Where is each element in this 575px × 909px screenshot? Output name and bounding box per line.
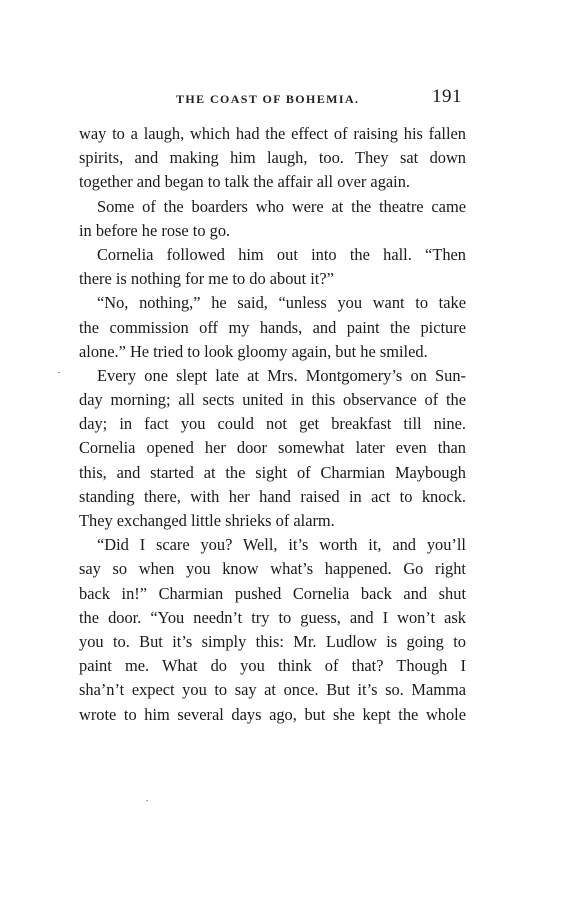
text-line: Every one slept late at Mrs. Montgomery’s on Sun- xyxy=(97,365,466,385)
text-line: alone.” He tried to look gloomy again, but he smiled. xyxy=(79,341,428,361)
text-line: standing there, with her hand raised in act to knock. xyxy=(79,486,466,506)
text-line: Cornelia followed him out into the hall. “Then xyxy=(97,244,466,264)
text-line: say so when you know what’s happened. Go right xyxy=(79,559,466,579)
page-number: 191 xyxy=(432,86,462,107)
text-line: there is nothing for me to do about it?” xyxy=(79,269,334,289)
text-line: you to. But it’s simply this: Mr. Ludlow is going to xyxy=(79,631,466,651)
paper-speck xyxy=(146,800,148,801)
text-line: They exchanged little shrieks of alarm. xyxy=(79,511,335,530)
running-title: THE COAST OF BOHEMIA. xyxy=(176,92,360,106)
text-line: the commission off my hands, and paint the picture xyxy=(79,317,466,337)
text-line: day morning; all sects united in this observance of the xyxy=(79,390,466,410)
text-line: the door. “You needn’t try to guess, and I won’t ask xyxy=(79,607,466,627)
text-line: spirits, and making him laugh, too. They sat down xyxy=(79,148,466,168)
text-line: paint me. What do you think of that? Though I xyxy=(79,656,466,676)
text-line: in before he rose to go. xyxy=(79,220,231,240)
text-line: Some of the boarders who were at the theatre came xyxy=(97,196,466,216)
text-line: way to a laugh, which had the effect of raising his fallen xyxy=(79,124,466,143)
text-line: sha’n’t expect you to say at once. But it’s so. Mamma xyxy=(79,680,466,700)
body-text xyxy=(79,122,466,727)
text-line: “No, nothing,” he said, “unless you want to take xyxy=(97,293,466,313)
text-line: day; in fact you could not get breakfast till nine. xyxy=(79,414,466,434)
text-line: “Did I scare you? Well, it’s worth it, and you’ll xyxy=(97,535,466,555)
paper-speck xyxy=(58,372,60,373)
text-line: back in!” Charmian pushed Cornelia back and shut xyxy=(79,583,466,603)
text-line: together and began to talk the affair all over again. xyxy=(79,172,411,192)
text-line: Cornelia opened her door somewhat later even than xyxy=(79,438,466,458)
text-line: wrote to him several days ago, but she kept the whole xyxy=(79,704,466,724)
text-line: this, and started at the sight of Charmian Maybough xyxy=(79,462,466,482)
